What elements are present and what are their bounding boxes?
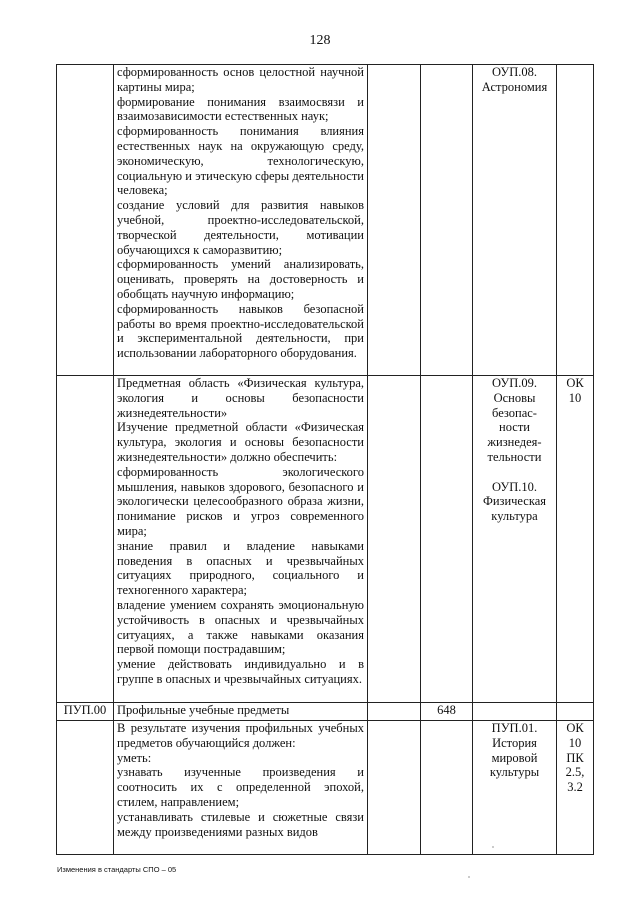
- hours-max-cell: [368, 376, 421, 703]
- requirement-text: владение умением сохранять эмоциональную устойчивость в опасных и чрезвычайных ситуациях, а также навыками оказания первой помощи пострадавшим;: [117, 597, 364, 657]
- competency-text: ОК 10: [566, 721, 584, 750]
- requirement-text: формирование понимания взаимосвязи и взаимозависимости естественных наук;: [117, 94, 364, 124]
- hours-cell: 648: [421, 703, 473, 721]
- competency-text: ОК 10: [566, 376, 584, 405]
- competency-cell: [557, 65, 594, 376]
- requirement-text: Изучение предметной области «Физическая культура, экология и основы безопасности жизнедеятельности» должно обеспечить:: [117, 420, 364, 464]
- requirement-text: сформированность экологического мышления, навыков здорового, безопасного и экологически целесообразного образа жизни, понимание рисков и угроз современного мира;: [117, 464, 364, 538]
- requirement-text: сформированность умений анализировать, оценивать, проверять на достоверность и обобщать научную информацию;: [117, 257, 364, 301]
- requirements-cell: [114, 376, 368, 703]
- requirements-cell: [114, 703, 368, 721]
- subject-text: мировой: [491, 750, 538, 765]
- code-cell: [57, 721, 114, 855]
- scan-speck: [492, 846, 494, 848]
- code-cell: [57, 65, 114, 376]
- hours-cell: [421, 721, 473, 855]
- requirement-text: сформированность навыков безопасной работы во время проектно-исследовательской и экспериментальной деятельности, при использовании лабораторного оборудования.: [117, 301, 364, 361]
- subject-text: тельности: [487, 449, 542, 464]
- table-row: [57, 703, 594, 721]
- subject-cell: [473, 65, 557, 376]
- subject-text: ОУП.08.: [492, 65, 537, 79]
- competency-cell: [557, 376, 594, 703]
- subject-text: Астрономия: [481, 79, 548, 94]
- requirement-text: уметь:: [117, 750, 152, 765]
- hours-max-cell: [368, 721, 421, 855]
- subject-text: Основы: [493, 390, 536, 405]
- requirement-text: В результате изучения профильных учебных предметов обучающийся должен:: [117, 721, 364, 750]
- subject-text: ПУП.01.: [491, 721, 538, 735]
- subject-text: ности: [499, 420, 530, 435]
- requirement-text: создание условий для развития навыков учебной, проектно-исследовательской, творческой деятельности, мотивации обучающихся к саморазвитию;: [117, 198, 364, 257]
- scan-speck: [468, 876, 470, 878]
- table-row: [57, 721, 594, 855]
- requirement-text: умение действовать индивидуально и в группе в опасных и чрезвычайных ситуациях.: [117, 657, 364, 686]
- subject-cell: [473, 721, 557, 855]
- table-body: [57, 65, 594, 855]
- requirement-text: Профильные учебные предметы: [117, 703, 290, 717]
- table-row: [57, 65, 594, 376]
- requirement-text: знание правил и владение навыками поведения в опасных и чрезвычайных ситуациях природного, социального и техногенного характера;: [117, 538, 364, 598]
- competency-cell: [557, 721, 594, 855]
- requirement-text: сформированность понимания влияния естественных наук на окружающую среду, экономическую, технологическую, социальную и этическую сферы деятельности человека;: [117, 124, 364, 198]
- subject-text: жизнедея-: [487, 435, 542, 450]
- competency-text: 2.5,: [565, 765, 585, 780]
- subject-text: ОУП.09.: [492, 376, 537, 390]
- competency-text: 3.2: [567, 780, 583, 795]
- competency-cell: [557, 703, 594, 721]
- curriculum-table: [56, 64, 594, 855]
- subject-text: [476, 465, 553, 480]
- hours-cell: [421, 65, 473, 376]
- subject-text: культуры: [489, 765, 540, 780]
- requirement-text: Предметная область «Физическая культура, экология и основы безопасности жизнедеятельности»: [117, 376, 364, 420]
- subject-cell: [473, 703, 557, 721]
- table-row: [57, 376, 594, 703]
- hours-cell: [421, 376, 473, 703]
- subject-text: безопас-: [492, 405, 537, 420]
- hours-max-cell: [368, 703, 421, 721]
- requirement-text: узнавать изученные произведения и соотносить их с определенной эпохой, стилем, направлением;: [117, 765, 364, 809]
- requirement-text: устанавливать стилевые и сюжетные связи между произведениями разных видов: [117, 809, 364, 839]
- footer-note: Изменения в стандарты СПО – 05: [57, 865, 177, 874]
- subject-cell: [473, 376, 557, 703]
- code-cell: ПУП.00: [57, 703, 114, 721]
- subject-text: ОУП.10.: [492, 479, 537, 494]
- subject-text: История: [492, 735, 537, 750]
- competency-text: ПК: [566, 750, 584, 765]
- subject-text: культура: [491, 509, 538, 524]
- requirement-text: сформированность основ целостной научной картины мира;: [117, 65, 364, 94]
- requirements-cell: [114, 65, 368, 376]
- hours-max-cell: [368, 65, 421, 376]
- code-cell: [57, 376, 114, 703]
- subject-text: Физическая: [482, 494, 547, 509]
- page-number: 128: [309, 33, 331, 48]
- requirements-cell: [114, 721, 368, 855]
